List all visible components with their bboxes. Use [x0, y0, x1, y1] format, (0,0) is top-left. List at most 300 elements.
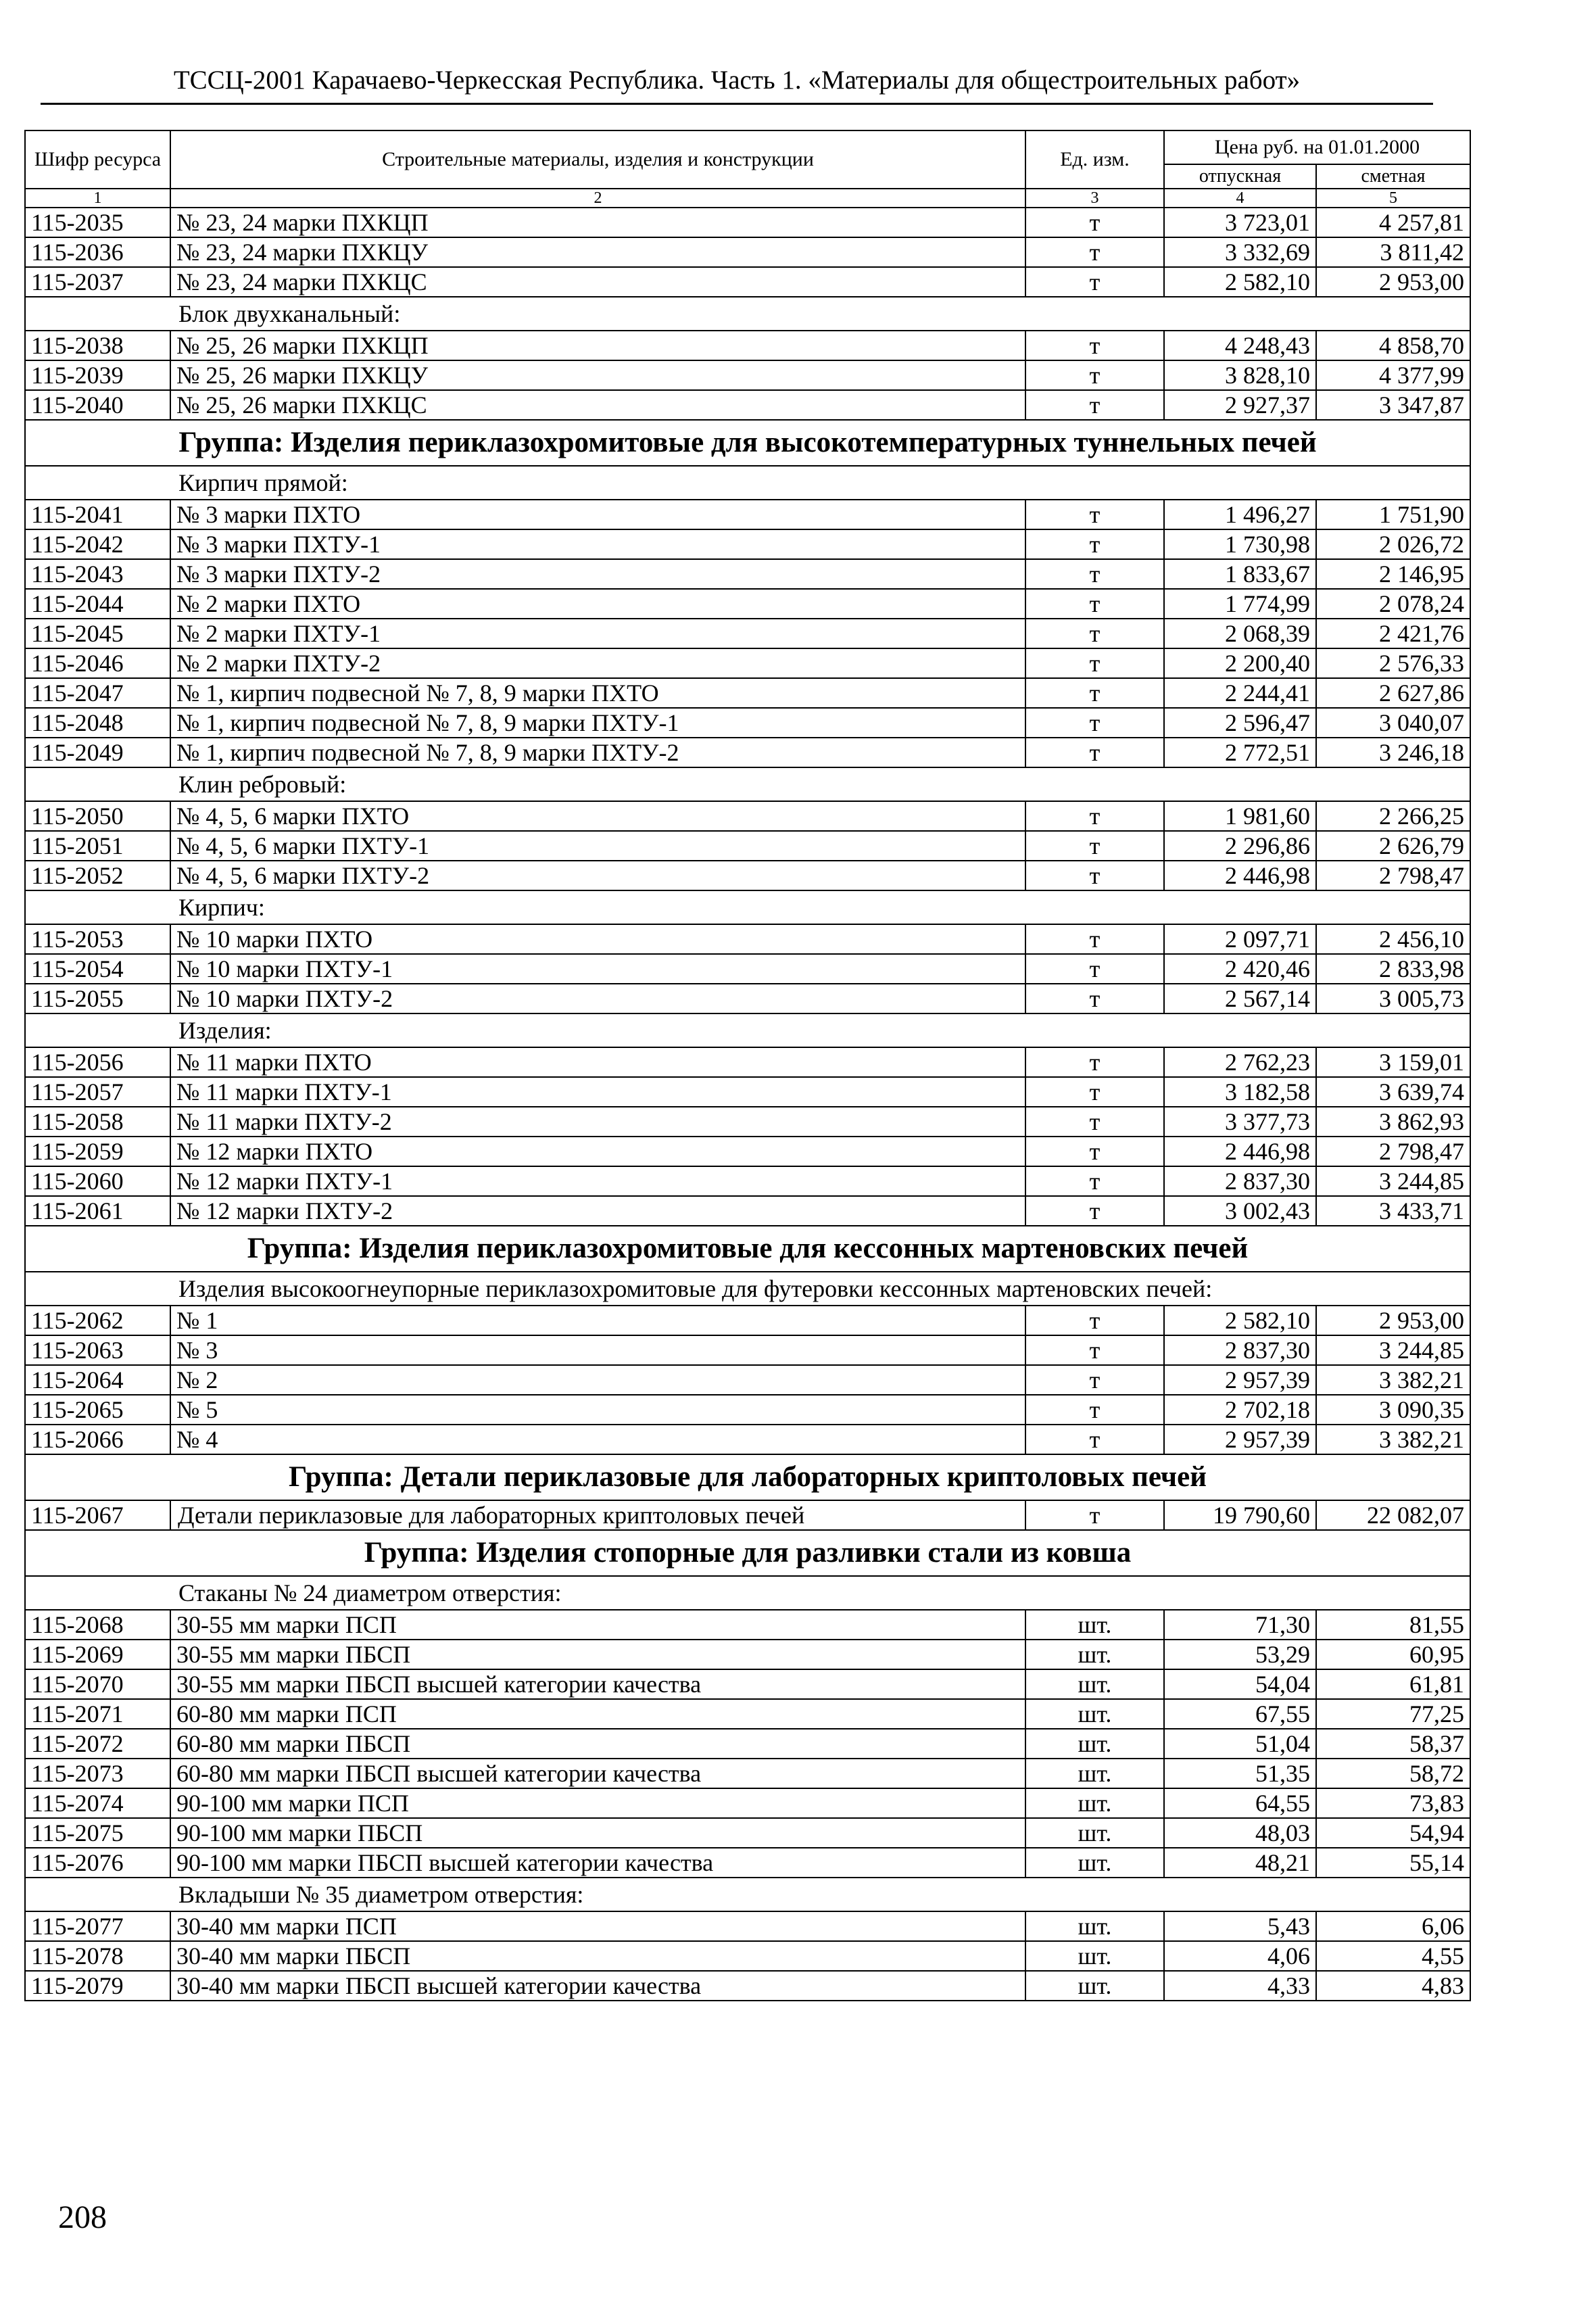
- estimate-price: 2 078,24: [1316, 589, 1470, 619]
- table-row: [25, 1788, 1470, 1818]
- group-heading-row: [25, 1530, 1470, 1576]
- estimate-price: 22 082,07: [1316, 1500, 1470, 1530]
- material-name: № 5: [170, 1395, 1025, 1425]
- col-header-unit: Ед. изм.: [1025, 130, 1164, 189]
- table-row: [25, 1365, 1470, 1395]
- estimate-price: 2 833,98: [1316, 954, 1470, 984]
- estimate-price: 2 026,72: [1316, 529, 1470, 559]
- material-name: № 11 марки ПХТО: [170, 1047, 1025, 1077]
- table-row: [25, 1669, 1470, 1699]
- col-header-price: Цена руб. на 01.01.2000: [1164, 130, 1470, 164]
- estimate-price: 3 159,01: [1316, 1047, 1470, 1077]
- table-row: [25, 708, 1470, 738]
- resource-code: 115-2067: [25, 1500, 170, 1530]
- material-name: № 1, кирпич подвесной № 7, 8, 9 марки ПХТУ-2: [170, 738, 1025, 767]
- release-price: 51,04: [1164, 1729, 1316, 1759]
- material-name: № 4, 5, 6 марки ПХТУ-1: [170, 831, 1025, 861]
- resource-code: 115-2070: [25, 1669, 170, 1699]
- page-number: 208: [58, 2199, 107, 2235]
- table-row: [25, 500, 1470, 529]
- unit-cell: т: [1025, 738, 1164, 767]
- table-row: [25, 1699, 1470, 1729]
- material-name: № 4: [170, 1425, 1025, 1454]
- release-price: 2 200,40: [1164, 648, 1316, 678]
- table-row: [25, 648, 1470, 678]
- table-row: [25, 619, 1470, 648]
- material-name: 30-55 мм марки ПБСП: [170, 1640, 1025, 1669]
- table-row: [25, 738, 1470, 767]
- release-price: 64,55: [1164, 1788, 1316, 1818]
- unit-cell: т: [1025, 1500, 1164, 1530]
- estimate-price: 3 347,87: [1316, 390, 1470, 420]
- resource-code: 115-2065: [25, 1395, 170, 1425]
- resource-code: 115-2074: [25, 1788, 170, 1818]
- unit-cell: шт.: [1025, 1610, 1164, 1640]
- table-row: [25, 1306, 1470, 1335]
- resource-code: 115-2045: [25, 619, 170, 648]
- unit-cell: т: [1025, 1047, 1164, 1077]
- material-name: № 2 марки ПХТУ-1: [170, 619, 1025, 648]
- estimate-price: 2 953,00: [1316, 1306, 1470, 1335]
- unit-cell: шт.: [1025, 1640, 1164, 1669]
- resource-code: 115-2060: [25, 1166, 170, 1196]
- resource-code: 115-2064: [25, 1365, 170, 1395]
- unit-cell: т: [1025, 1365, 1164, 1395]
- resource-code: 115-2052: [25, 861, 170, 890]
- price-table-body: [25, 130, 1470, 2001]
- resource-code: 115-2059: [25, 1137, 170, 1166]
- table-row: [25, 1848, 1470, 1878]
- material-name: 30-55 мм марки ПБСП высшей категории качества: [170, 1669, 1025, 1699]
- unit-cell: т: [1025, 1077, 1164, 1107]
- estimate-price: 2 798,47: [1316, 1137, 1470, 1166]
- material-name: 30-40 мм марки ПБСП: [170, 1941, 1025, 1971]
- table-row: [25, 1941, 1470, 1971]
- release-price: 2 097,71: [1164, 924, 1316, 954]
- unit-cell: т: [1025, 1306, 1164, 1335]
- table-row: [25, 237, 1470, 267]
- material-name: № 12 марки ПХТУ-1: [170, 1166, 1025, 1196]
- resource-code: 115-2042: [25, 529, 170, 559]
- unit-cell: т: [1025, 1425, 1164, 1454]
- release-price: 2 957,39: [1164, 1365, 1316, 1395]
- estimate-price: 2 576,33: [1316, 648, 1470, 678]
- material-name: № 1, кирпич подвесной № 7, 8, 9 марки ПХТО: [170, 678, 1025, 708]
- resource-code: 115-2040: [25, 390, 170, 420]
- resource-code: 115-2048: [25, 708, 170, 738]
- material-name: 30-55 мм марки ПСП: [170, 1610, 1025, 1640]
- unit-cell: т: [1025, 924, 1164, 954]
- release-price: 3 002,43: [1164, 1196, 1316, 1226]
- release-price: 1 981,60: [1164, 801, 1316, 831]
- unit-cell: т: [1025, 237, 1164, 267]
- release-price: 2 927,37: [1164, 390, 1316, 420]
- table-row: [25, 678, 1470, 708]
- release-price: 5,43: [1164, 1911, 1316, 1941]
- subheading-row: [25, 466, 1470, 500]
- resource-code: 115-2058: [25, 1107, 170, 1137]
- release-price: 3 332,69: [1164, 237, 1316, 267]
- group-heading: Группа: Изделия периклазохромитовые для кессонных мартеновских печей: [25, 1226, 1470, 1272]
- unit-cell: т: [1025, 589, 1164, 619]
- table-row: [25, 1395, 1470, 1425]
- group-heading-row: [25, 1454, 1470, 1500]
- estimate-price: 3 005,73: [1316, 984, 1470, 1013]
- material-name: 90-100 мм марки ПБСП: [170, 1818, 1025, 1848]
- unit-cell: т: [1025, 801, 1164, 831]
- table-row: [25, 267, 1470, 297]
- unit-cell: т: [1025, 267, 1164, 297]
- unit-cell: т: [1025, 1335, 1164, 1365]
- unit-cell: шт.: [1025, 1729, 1164, 1759]
- table-row: [25, 1729, 1470, 1759]
- resource-code: 115-2066: [25, 1425, 170, 1454]
- subheading-row: [25, 297, 1470, 331]
- unit-cell: т: [1025, 619, 1164, 648]
- resource-code: 115-2062: [25, 1306, 170, 1335]
- estimate-price: 4 858,70: [1316, 331, 1470, 360]
- material-name: № 2: [170, 1365, 1025, 1395]
- estimate-price: 2 456,10: [1316, 924, 1470, 954]
- col-number: 5: [1316, 189, 1470, 208]
- subheading-row: [25, 1878, 1470, 1911]
- material-name: № 4, 5, 6 марки ПХТУ-2: [170, 861, 1025, 890]
- material-name: № 10 марки ПХТО: [170, 924, 1025, 954]
- material-name: Детали периклазовые для лабораторных криптоловых печей: [170, 1500, 1025, 1530]
- col-number: 2: [170, 189, 1025, 208]
- unit-cell: т: [1025, 954, 1164, 984]
- release-price: 71,30: [1164, 1610, 1316, 1640]
- subheading-row: [25, 1272, 1470, 1306]
- unit-cell: т: [1025, 1166, 1164, 1196]
- release-price: 2 420,46: [1164, 954, 1316, 984]
- table-row: [25, 1425, 1470, 1454]
- estimate-price: 2 798,47: [1316, 861, 1470, 890]
- table-row: [25, 331, 1470, 360]
- estimate-price: 6,06: [1316, 1911, 1470, 1941]
- material-name: № 2 марки ПХТУ-2: [170, 648, 1025, 678]
- subheading-row: [25, 1013, 1470, 1047]
- release-price: 3 182,58: [1164, 1077, 1316, 1107]
- table-row: [25, 529, 1470, 559]
- estimate-price: 60,95: [1316, 1640, 1470, 1669]
- col-number: 3: [1025, 189, 1164, 208]
- resource-code: 115-2073: [25, 1759, 170, 1788]
- release-price: 3 723,01: [1164, 208, 1316, 237]
- table-row: [25, 954, 1470, 984]
- material-name: 90-100 мм марки ПБСП высшей категории качества: [170, 1848, 1025, 1878]
- unit-cell: т: [1025, 1196, 1164, 1226]
- table-row: [25, 589, 1470, 619]
- table-row: [25, 1500, 1470, 1530]
- unit-cell: т: [1025, 1137, 1164, 1166]
- table-row: [25, 559, 1470, 589]
- release-price: 2 582,10: [1164, 267, 1316, 297]
- estimate-price: 81,55: [1316, 1610, 1470, 1640]
- subheading: Стаканы № 24 диаметром отверстия:: [25, 1576, 1470, 1610]
- material-name: № 4, 5, 6 марки ПХТО: [170, 801, 1025, 831]
- material-name: № 3 марки ПХТО: [170, 500, 1025, 529]
- unit-cell: т: [1025, 831, 1164, 861]
- subheading: Кирпич:: [25, 890, 1470, 924]
- resource-code: 115-2075: [25, 1818, 170, 1848]
- release-price: 2 702,18: [1164, 1395, 1316, 1425]
- release-price: 2 244,41: [1164, 678, 1316, 708]
- unit-cell: шт.: [1025, 1911, 1164, 1941]
- estimate-price: 2 953,00: [1316, 267, 1470, 297]
- release-price: 1 833,67: [1164, 559, 1316, 589]
- resource-code: 115-2061: [25, 1196, 170, 1226]
- resource-code: 115-2043: [25, 559, 170, 589]
- material-name: № 3 марки ПХТУ-2: [170, 559, 1025, 589]
- estimate-price: 3 639,74: [1316, 1077, 1470, 1107]
- resource-code: 115-2049: [25, 738, 170, 767]
- group-heading-row: [25, 1226, 1470, 1272]
- unit-cell: т: [1025, 678, 1164, 708]
- estimate-price: 77,25: [1316, 1699, 1470, 1729]
- material-name: 60-80 мм марки ПБСП высшей категории качества: [170, 1759, 1025, 1788]
- table-row: [25, 1759, 1470, 1788]
- material-name: № 11 марки ПХТУ-2: [170, 1107, 1025, 1137]
- col-header-name: Строительные материалы, изделия и конструкции: [170, 130, 1025, 189]
- subheading: Блок двухканальный:: [25, 297, 1470, 331]
- estimate-price: 58,72: [1316, 1759, 1470, 1788]
- release-price: 2 068,39: [1164, 619, 1316, 648]
- material-name: № 2 марки ПХТО: [170, 589, 1025, 619]
- unit-cell: т: [1025, 208, 1164, 237]
- table-row: [25, 1911, 1470, 1941]
- release-price: 2 567,14: [1164, 984, 1316, 1013]
- unit-cell: шт.: [1025, 1818, 1164, 1848]
- resource-code: 115-2041: [25, 500, 170, 529]
- estimate-price: 3 382,21: [1316, 1365, 1470, 1395]
- resource-code: 115-2069: [25, 1640, 170, 1669]
- price-table: [24, 130, 1471, 2001]
- release-price: 4 248,43: [1164, 331, 1316, 360]
- unit-cell: шт.: [1025, 1941, 1164, 1971]
- release-price: 2 296,86: [1164, 831, 1316, 861]
- release-price: 48,03: [1164, 1818, 1316, 1848]
- release-price: 4,33: [1164, 1971, 1316, 2001]
- table-row: [25, 1137, 1470, 1166]
- table-row: [25, 1166, 1470, 1196]
- estimate-price: 3 040,07: [1316, 708, 1470, 738]
- resource-code: 115-2076: [25, 1848, 170, 1878]
- resource-code: 115-2054: [25, 954, 170, 984]
- estimate-price: 3 433,71: [1316, 1196, 1470, 1226]
- material-name: № 3: [170, 1335, 1025, 1365]
- subheading-row: [25, 767, 1470, 801]
- col-header-release: отпускная: [1164, 164, 1316, 189]
- table-row: [25, 1107, 1470, 1137]
- unit-cell: т: [1025, 500, 1164, 529]
- estimate-price: 4 257,81: [1316, 208, 1470, 237]
- material-name: № 12 марки ПХТО: [170, 1137, 1025, 1166]
- table-row: [25, 1335, 1470, 1365]
- unit-cell: т: [1025, 529, 1164, 559]
- unit-cell: т: [1025, 861, 1164, 890]
- estimate-price: 3 382,21: [1316, 1425, 1470, 1454]
- group-heading: Группа: Изделия периклазохромитовые для высокотемпературных туннельных печей: [25, 420, 1470, 466]
- table-row: [25, 984, 1470, 1013]
- release-price: 2 957,39: [1164, 1425, 1316, 1454]
- unit-cell: шт.: [1025, 1669, 1164, 1699]
- estimate-price: 4,55: [1316, 1941, 1470, 1971]
- unit-cell: т: [1025, 1107, 1164, 1137]
- material-name: № 25, 26 марки ПХКЦП: [170, 331, 1025, 360]
- table-row: [25, 1640, 1470, 1669]
- resource-code: 115-2037: [25, 267, 170, 297]
- resource-code: 115-2072: [25, 1729, 170, 1759]
- material-name: 60-80 мм марки ПСП: [170, 1699, 1025, 1729]
- material-name: № 23, 24 марки ПХКЦУ: [170, 237, 1025, 267]
- col-header-code: Шифр ресурса: [25, 130, 170, 189]
- material-name: 30-40 мм марки ПСП: [170, 1911, 1025, 1941]
- material-name: 60-80 мм марки ПБСП: [170, 1729, 1025, 1759]
- table-row: [25, 1077, 1470, 1107]
- estimate-price: 55,14: [1316, 1848, 1470, 1878]
- table-row: [25, 208, 1470, 237]
- release-price: 1 496,27: [1164, 500, 1316, 529]
- release-price: 54,04: [1164, 1669, 1316, 1699]
- estimate-price: 4 377,99: [1316, 360, 1470, 390]
- subheading: Изделия высокоогнеупорные периклазохромитовые для футеровки кессонных мартеновских печей:: [25, 1272, 1470, 1306]
- estimate-price: 2 421,76: [1316, 619, 1470, 648]
- release-price: 3 377,73: [1164, 1107, 1316, 1137]
- material-name: 30-40 мм марки ПБСП высшей категории качества: [170, 1971, 1025, 2001]
- column-number-row: [25, 189, 1470, 208]
- table-row: [25, 360, 1470, 390]
- resource-code: 115-2079: [25, 1971, 170, 2001]
- subheading-row: [25, 890, 1470, 924]
- col-number: 1: [25, 189, 170, 208]
- resource-code: 115-2056: [25, 1047, 170, 1077]
- estimate-price: 1 751,90: [1316, 500, 1470, 529]
- estimate-price: 54,94: [1316, 1818, 1470, 1848]
- unit-cell: т: [1025, 559, 1164, 589]
- group-heading: Группа: Детали периклазовые для лабораторных криптоловых печей: [25, 1454, 1470, 1500]
- resource-code: 115-2035: [25, 208, 170, 237]
- release-price: 2 837,30: [1164, 1335, 1316, 1365]
- table-row: [25, 1971, 1470, 2001]
- material-name: № 3 марки ПХТУ-1: [170, 529, 1025, 559]
- release-price: 1 774,99: [1164, 589, 1316, 619]
- estimate-price: 3 862,93: [1316, 1107, 1470, 1137]
- subheading: Клин ребровый:: [25, 767, 1470, 801]
- material-name: 90-100 мм марки ПСП: [170, 1788, 1025, 1818]
- release-price: 3 828,10: [1164, 360, 1316, 390]
- estimate-price: 73,83: [1316, 1788, 1470, 1818]
- material-name: № 10 марки ПХТУ-2: [170, 984, 1025, 1013]
- resource-code: 115-2036: [25, 237, 170, 267]
- unit-cell: т: [1025, 708, 1164, 738]
- material-name: № 11 марки ПХТУ-1: [170, 1077, 1025, 1107]
- unit-cell: т: [1025, 390, 1164, 420]
- table-row: [25, 801, 1470, 831]
- resource-code: 115-2047: [25, 678, 170, 708]
- resource-code: 115-2078: [25, 1941, 170, 1971]
- unit-cell: шт.: [1025, 1848, 1164, 1878]
- table-row: [25, 1047, 1470, 1077]
- release-price: 2 582,10: [1164, 1306, 1316, 1335]
- col-number: 4: [1164, 189, 1316, 208]
- resource-code: 115-2055: [25, 984, 170, 1013]
- estimate-price: 3 244,85: [1316, 1335, 1470, 1365]
- table-row: [25, 831, 1470, 861]
- release-price: 1 730,98: [1164, 529, 1316, 559]
- estimate-price: 3 090,35: [1316, 1395, 1470, 1425]
- resource-code: 115-2068: [25, 1610, 170, 1640]
- table-row: [25, 1818, 1470, 1848]
- unit-cell: шт.: [1025, 1971, 1164, 2001]
- release-price: 51,35: [1164, 1759, 1316, 1788]
- resource-code: 115-2077: [25, 1911, 170, 1941]
- unit-cell: т: [1025, 984, 1164, 1013]
- estimate-price: 2 146,95: [1316, 559, 1470, 589]
- release-price: 2 837,30: [1164, 1166, 1316, 1196]
- release-price: 2 446,98: [1164, 1137, 1316, 1166]
- resource-code: 115-2063: [25, 1335, 170, 1365]
- estimate-price: 61,81: [1316, 1669, 1470, 1699]
- subheading-row: [25, 1576, 1470, 1610]
- release-price: 67,55: [1164, 1699, 1316, 1729]
- subheading: Изделия:: [25, 1013, 1470, 1047]
- resource-code: 115-2071: [25, 1699, 170, 1729]
- table-row: [25, 390, 1470, 420]
- resource-code: 115-2057: [25, 1077, 170, 1107]
- col-header-estimate: сметная: [1316, 164, 1470, 189]
- unit-cell: т: [1025, 331, 1164, 360]
- table-row: [25, 924, 1470, 954]
- release-price: 2 772,51: [1164, 738, 1316, 767]
- resource-code: 115-2051: [25, 831, 170, 861]
- material-name: № 12 марки ПХТУ-2: [170, 1196, 1025, 1226]
- unit-cell: т: [1025, 648, 1164, 678]
- material-name: № 1: [170, 1306, 1025, 1335]
- estimate-price: 3 246,18: [1316, 738, 1470, 767]
- material-name: № 25, 26 марки ПХКЦУ: [170, 360, 1025, 390]
- estimate-price: 4,83: [1316, 1971, 1470, 2001]
- estimate-price: 2 627,86: [1316, 678, 1470, 708]
- release-price: 4,06: [1164, 1941, 1316, 1971]
- estimate-price: 3 811,42: [1316, 237, 1470, 267]
- resource-code: 115-2038: [25, 331, 170, 360]
- table-row: [25, 861, 1470, 890]
- resource-code: 115-2046: [25, 648, 170, 678]
- estimate-price: 2 626,79: [1316, 831, 1470, 861]
- estimate-price: 3 244,85: [1316, 1166, 1470, 1196]
- release-price: 2 762,23: [1164, 1047, 1316, 1077]
- resource-code: 115-2053: [25, 924, 170, 954]
- group-heading: Группа: Изделия стопорные для разливки стали из ковша: [25, 1530, 1470, 1576]
- release-price: 19 790,60: [1164, 1500, 1316, 1530]
- material-name: № 23, 24 марки ПХКЦС: [170, 267, 1025, 297]
- unit-cell: т: [1025, 360, 1164, 390]
- resource-code: 115-2044: [25, 589, 170, 619]
- unit-cell: шт.: [1025, 1699, 1164, 1729]
- material-name: № 1, кирпич подвесной № 7, 8, 9 марки ПХТУ-1: [170, 708, 1025, 738]
- subheading: Кирпич прямой:: [25, 466, 1470, 500]
- table-header-row: [25, 130, 1470, 164]
- material-name: № 23, 24 марки ПХКЦП: [170, 208, 1025, 237]
- release-price: 2 596,47: [1164, 708, 1316, 738]
- resource-code: 115-2050: [25, 801, 170, 831]
- release-price: 53,29: [1164, 1640, 1316, 1669]
- page-header: ТССЦ-2001 Карачаево-Черкесская Республика. Часть 1. «Материалы для общестроительных работ»: [41, 65, 1433, 105]
- unit-cell: шт.: [1025, 1788, 1164, 1818]
- material-name: № 10 марки ПХТУ-1: [170, 954, 1025, 984]
- estimate-price: 58,37: [1316, 1729, 1470, 1759]
